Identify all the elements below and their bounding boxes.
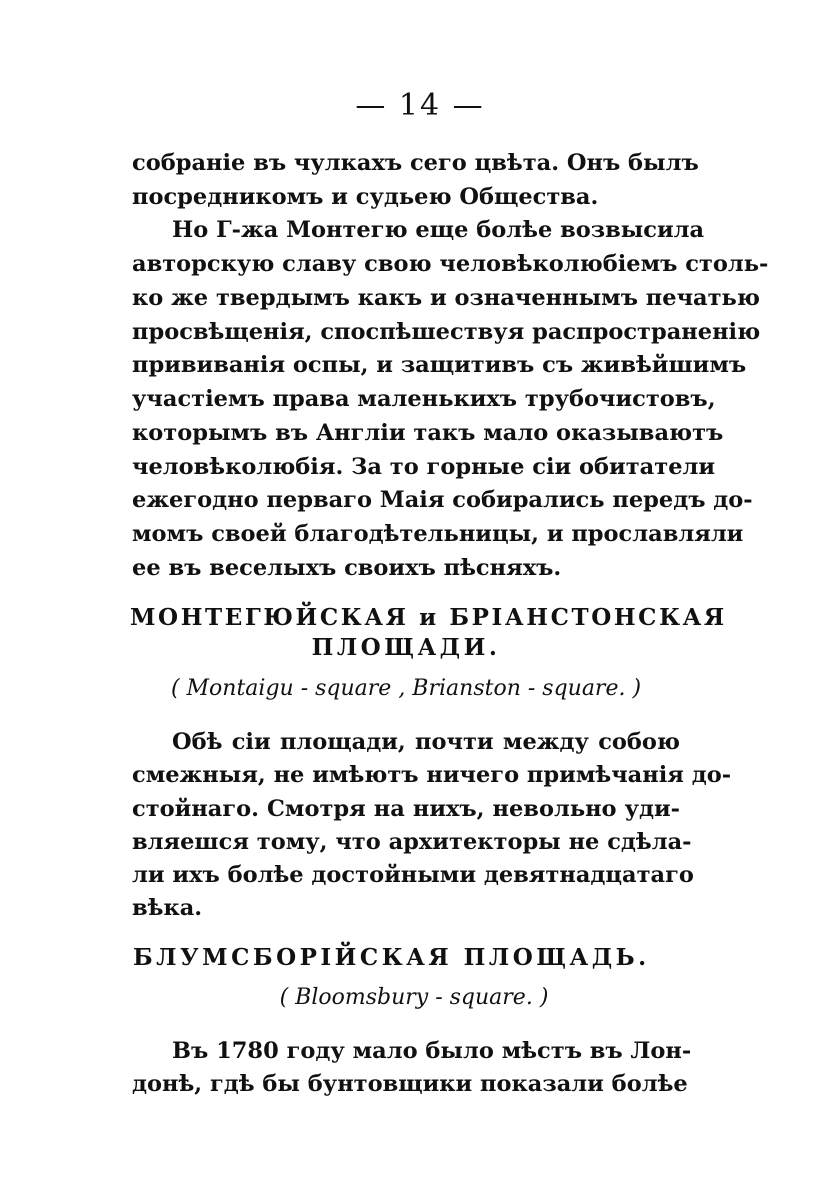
text-line: ли ихъ болѣе достойными девятнадцатаго <box>132 862 694 888</box>
text-line: посредникомъ и судьею Общества. <box>132 184 599 210</box>
text-line: Но Г-жа Монтегю еще болѣе возвысила <box>172 217 705 243</box>
text-line: стойнаго. Смотря на нихъ, невольно уди- <box>132 796 680 822</box>
text-line: авторскую славу свою человѣколюбіемъ столь- <box>132 251 769 277</box>
text-line: которымъ въ Англіи такъ мало оказываютъ <box>132 420 724 446</box>
text-line: вѣка. <box>132 895 203 921</box>
text-line: участіемъ права маленькихъ трубочистовъ, <box>132 386 716 412</box>
section-title: МОНТЕГЮЙСКАЯ и БРІАНСТОНСКАЯ <box>130 604 727 631</box>
text-line: ежегодно перваго Маія собирались передъ до- <box>132 487 753 513</box>
text-line: собраніе въ чулкахъ сего цвѣта. Онъ былъ <box>132 150 699 176</box>
text-line: прививанія оспы, и защитивъ съ живѣйшимъ <box>132 352 747 378</box>
text-line: ее въ веселыхъ своихъ пѣсняхъ. <box>132 555 562 581</box>
text-line: момъ своей благодѣтельницы, и прославляли <box>132 521 744 547</box>
text-line: Обѣ сіи площади, почти между собою <box>172 729 680 755</box>
section-subtitle: ( Bloomsbury - square. ) <box>279 985 549 1010</box>
text-line: Въ 1780 году мало было мѣстъ въ Лон- <box>172 1038 692 1064</box>
text-line: смежныя, не имѣютъ ничего примѣчанія до- <box>132 762 732 788</box>
section-subtitle: ( Montaigu - square , Brianston - square. ) <box>170 676 642 701</box>
text-line: вляешся тому, что архитекторы не сдѣла- <box>132 829 692 855</box>
text-line: донѣ, гдѣ бы бунтовщики показали болѣе <box>132 1071 688 1097</box>
section-title: БЛУМСБОРІЙСКАЯ ПЛОЩАДЬ. <box>133 944 650 971</box>
page-number: — 14 — <box>355 88 485 123</box>
text-line: просвѣщенія, споспѣшествуя распространенію <box>132 319 761 345</box>
text-line: человѣколюбія. За то горные сіи обитатели <box>132 454 716 480</box>
section-title-continued: ПЛОЩАДИ. <box>311 634 501 661</box>
text-line: ко же твердымъ какъ и означеннымъ печатью <box>132 285 760 311</box>
